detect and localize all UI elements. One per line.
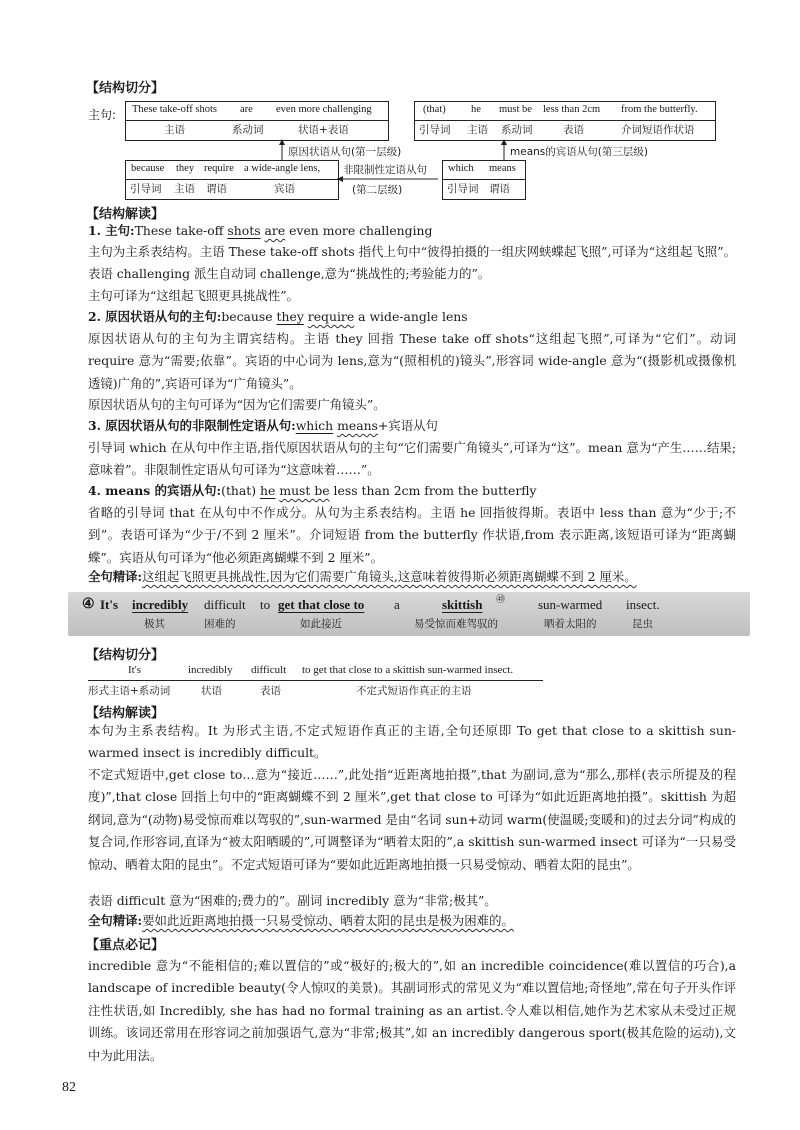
- banner-word: It's: [100, 597, 119, 612]
- topic-4-text: (that): [221, 483, 261, 498]
- note-reason-clause: 原因状语从句(第一层级): [288, 146, 402, 158]
- subject-underline: he: [260, 483, 276, 498]
- cell-zh: 形式主语+系动词: [88, 685, 171, 697]
- subject-underline: shots: [227, 223, 261, 238]
- cell-zh: 表语: [260, 685, 281, 697]
- cell-zh: 状语+表语: [298, 124, 349, 136]
- page-number: 82: [62, 1080, 76, 1095]
- note-object-clause: means的宾语从句(第三层级): [510, 146, 648, 158]
- cell-zh: 主语: [164, 124, 185, 136]
- main-clause-label: 主句:: [88, 108, 117, 122]
- cell-zh: 不定式短语作真正的主语: [356, 685, 472, 697]
- topic-1-rest: even more challenging: [285, 223, 433, 238]
- topic-2: [88, 306, 468, 328]
- section-heading-structure-read-2: 【结构解读】: [86, 706, 165, 721]
- cell-zh: 表语: [563, 124, 584, 136]
- topic-1-label: 1. 主句:: [88, 223, 135, 238]
- topic-3-label: 3. 原因状语从句的非限制性定语从句:: [88, 418, 296, 433]
- cell-zh: 系动词: [232, 124, 264, 136]
- cell-en: because: [131, 163, 165, 174]
- cell-en: even more challenging: [276, 104, 372, 115]
- sentence-banner: [68, 592, 750, 636]
- banner-gloss: 易受惊而难驾驭的: [414, 618, 498, 630]
- cell-zh: 谓语: [206, 183, 227, 195]
- topic-4: [88, 480, 537, 502]
- full-translation: [88, 566, 637, 588]
- paragraph: 原因状语从句的主句为主谓宾结构。主语 they 回指 These take off shots“这组起飞照”,可译为“它们”。动词 require 意为“需要;依靠”。宾语的中心词为 lens,意为“(照相机的)镜头”,形容词 wide-angle 意为“(摄影机或摄像机透镜)广角的”,宾语可译为“广角镜头”。: [88, 331, 736, 391]
- cell-en: (that): [423, 104, 446, 115]
- cell-en: These take-off shots: [132, 104, 217, 115]
- section-heading-key-points: 【重点必记】: [86, 938, 165, 953]
- section-heading-structure-read: 【结构解读】: [86, 207, 165, 222]
- verb-underline: means: [337, 418, 378, 433]
- banner-word: a: [394, 597, 400, 612]
- topic-3: [88, 415, 438, 437]
- cell-en: from the butterfly.: [621, 104, 698, 115]
- cell-en: require: [204, 163, 234, 174]
- cell-en: less than 2cm: [543, 104, 601, 115]
- cell-en: a wide-angle lens,: [244, 163, 321, 174]
- split-diagram-2: [88, 664, 548, 700]
- topic-2-text: because: [221, 309, 277, 324]
- cell-zh: 引导词: [419, 124, 451, 136]
- paragraph: incredible 意为“不能相信的;难以置信的”或“极好的;极大的”,如 an incredible coincidence(难以置信的巧合),a landscape of incredible beauty(令人惊叹的美景)。其副词形式的常见义为“难以置信地;奇怪地”,常在句子开头作评注性状语,如 Incredibly, she has had no formal training as an artist.令人难以相信,她作为艺术家从未受过正规训练。该词还常用在形容词之前加强语气,意为“非常;极其”,如 an incredibly dangerous sport(极其危险的运动),文中为此用法。: [88, 958, 736, 1063]
- cell-en: must be: [499, 104, 532, 115]
- banner-word: get that close to: [278, 597, 365, 612]
- cell-en: they: [176, 163, 195, 174]
- banner-word: sun-warmed: [538, 597, 603, 612]
- cell-en: It's: [128, 664, 141, 676]
- topic-4-label: 4. means 的宾语从句:: [88, 483, 222, 498]
- banner-word: to: [260, 597, 271, 612]
- topic-1: [88, 220, 432, 242]
- banner-word: skittish: [442, 597, 483, 612]
- banner-word: difficult: [204, 597, 246, 612]
- verb-underline: require: [307, 309, 355, 324]
- paragraph: 本句为主系表结构。It 为形式主语,不定式短语作真正的主语,全句还原即 To get that close to a skittish sun-warmed insect is incredibly difficult。: [88, 723, 736, 761]
- subject-underline: which: [295, 418, 334, 433]
- cell-zh: 宾语: [274, 183, 295, 195]
- paragraph: 主句可译为“这组起飞照更具挑战性”。: [88, 288, 299, 303]
- translation-label: 全句精译:: [88, 569, 143, 584]
- cell-en: which: [448, 163, 474, 174]
- paragraph: 原因状语从句的主句可译为“因为它们需要广角镜头”。: [88, 397, 386, 412]
- banner-gloss: 极其: [144, 618, 165, 630]
- translation-text: 要如此近距离地拍摄一只易受惊动、晒着太阳的昆虫是极为困难的。: [142, 913, 514, 928]
- banner-gloss: 如此接近: [300, 618, 342, 630]
- topic-2-label: 2. 原因状语从句的主句:: [88, 309, 222, 324]
- cell-en: difficult: [251, 664, 287, 676]
- section-heading-structure-cut: 【结构切分】: [86, 81, 165, 96]
- cell-zh: 引导词: [447, 183, 479, 195]
- cell-en: means: [489, 163, 516, 174]
- cell-en: incredibly: [188, 664, 233, 676]
- topic-4-rest: less than 2cm from the butterfly: [329, 483, 537, 498]
- translation-text: 这组起飞照更具挑战性,因为它们需要广角镜头,这意味着彼得斯必须距离蝴蝶不到 2 厘米。: [142, 569, 637, 584]
- paragraph: 主句为主系表结构。主语 These take-off shots 指代上句中“彼得拍摄的一组庆网蛱蝶起飞照”,可译为“这组起飞照”。表语 challenging 派生自动词 challenge,意为“挑战性的;考验能力的”。: [88, 244, 736, 282]
- cell-zh: 主语: [467, 124, 488, 136]
- subject-underline: they: [276, 309, 304, 324]
- banner-gloss: 昆虫: [632, 618, 653, 630]
- cell-zh: 系动词: [501, 124, 533, 136]
- section-heading-structure-cut-2: 【结构切分】: [86, 648, 165, 663]
- topic-3-rest: +宾语从句: [377, 418, 438, 433]
- topic-2-rest: a wide-angle lens: [354, 309, 468, 324]
- cell-zh: 状语: [201, 685, 222, 697]
- paragraph: 表语 difficult 意为“困难的;费力的”。副词 incredibly 意为“非常;极其”。: [88, 893, 497, 908]
- paragraph: 省略的引导词 that 在从句中不作成分。从句为主系表结构。主语 he 回指彼得斯。表语中 less than 意为“少于;不到”。表语可译为“少于/不到 2 厘米”。介词短语 from the butterfly 作状语,from 表示距离,该短语可译为“距离蝴蝶”。宾语从句可译为“他必须距离蝴蝶不到 2 厘米”。: [88, 505, 736, 565]
- cell-zh: 主语: [174, 183, 195, 195]
- paragraph: 不定式短语中,get close to…意为“接近……”,此处指“近距离地拍摄”,that 为副词,意为“那么,那样(表示所提及的程度)”,that close 回指上句中的“距离蝴蝶不到 2 厘米”,get that close to 可译为“如此近距离地拍摄”。skittish 为超纲词,意为“(动物)易受惊而难以驾驭的”,sun-warmed 是由“名词 sun+动词 warm(使温暖;变暖和)的过去分词”构成的复合词,作形容词,直译为“被太阳晒暖的”,可调整译为“晒着太阳的”,a skittish sun-warmed insect 可译为“一只易受惊动、晒着太阳的昆虫”。不定式短语可译为“要如此近距离地拍摄一只易受惊动、晒着太阳的昆虫”。: [88, 767, 737, 872]
- cell-zh: 谓语: [489, 183, 510, 195]
- note-level-2: (第二层级): [352, 184, 403, 196]
- note-attributive-clause: 非限制性定语从句: [343, 164, 427, 176]
- topic-1-text: These take-off: [134, 223, 228, 238]
- banner-gloss: 困难的: [204, 618, 236, 630]
- verb-underline: are: [264, 223, 286, 238]
- footnote-mark: ㊵: [496, 594, 506, 604]
- banner-word: incredibly: [132, 597, 189, 612]
- cell-en: are: [240, 104, 253, 115]
- banner-word: insect.: [626, 597, 660, 612]
- cell-zh: 引导词: [130, 183, 162, 195]
- full-translation-2: [88, 910, 514, 932]
- translation-label: 全句精译:: [88, 913, 143, 928]
- banner-gloss: 晒着太阳的: [544, 618, 597, 630]
- cell-en: to get that close to a skittish sun-warmed insect.: [302, 664, 514, 676]
- paragraph: 引导词 which 在从句中作主语,指代原因状语从句的主句“它们需要广角镜头”,可译为“这”。mean 意为“产生……结果;意味着”。非限制性定语从句可译为“这意味着……”。: [88, 440, 736, 478]
- cell-en: he: [471, 104, 481, 115]
- cell-zh: 介词短语作状语: [621, 124, 695, 136]
- verb-underline: must be: [279, 483, 330, 498]
- sentence-number: ④: [82, 597, 95, 612]
